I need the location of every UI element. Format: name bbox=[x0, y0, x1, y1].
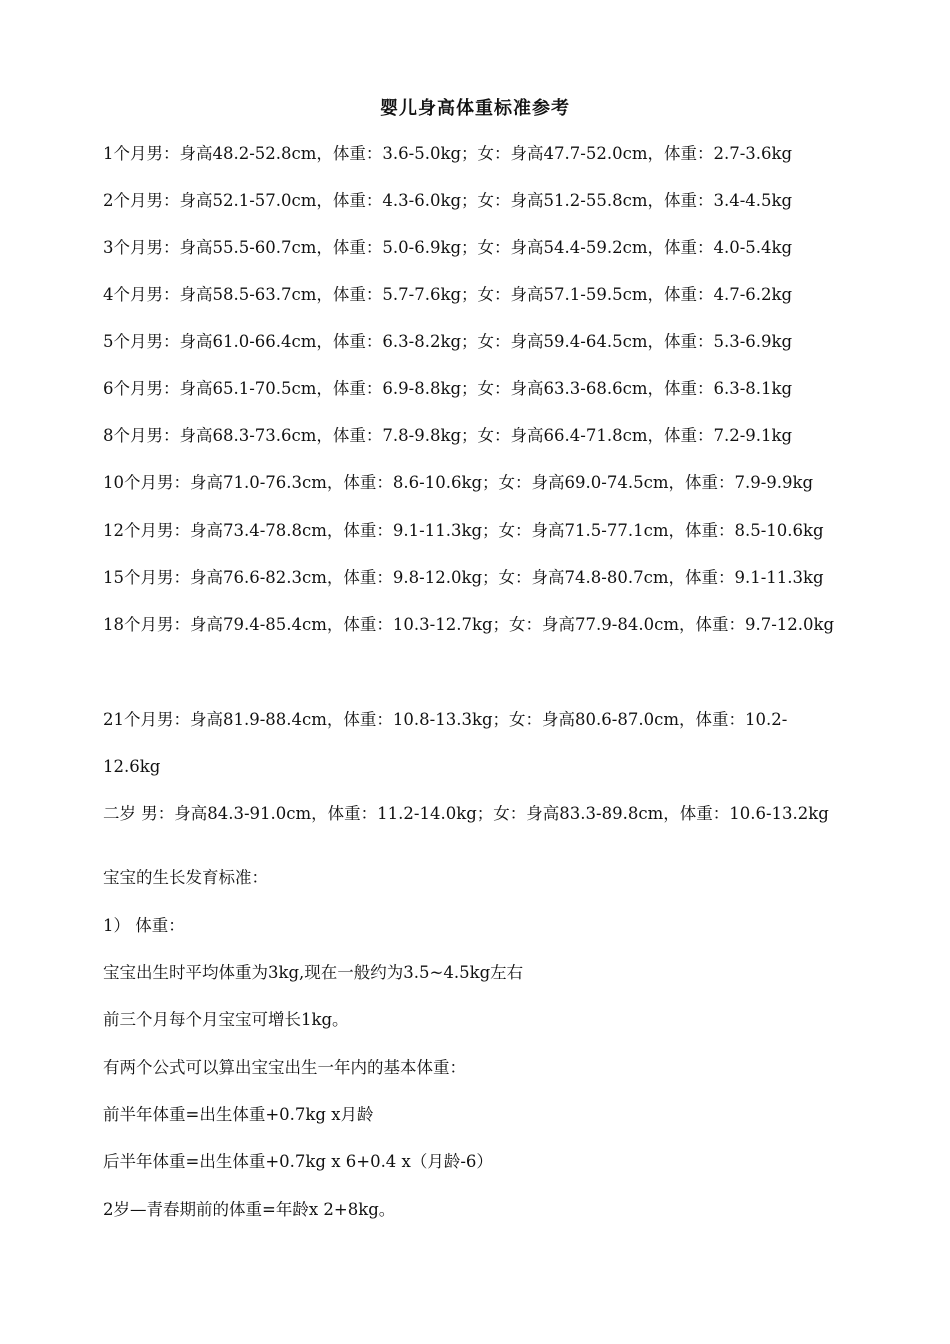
table-row-1-month: 1个月男：身高48.2-52.8cm，体重：3.6-5.0kg；女：身高47.7-52.0cm，体重：2.7-3.6kg bbox=[103, 144, 793, 163]
table-row-12-month: 12个月男：身高73.4-78.8cm，体重：9.1-11.3kg；女：身高71.5-77.1cm，体重：8.5-10.6kg bbox=[103, 521, 824, 540]
table-row-10-month: 10个月男：身高71.0-76.3cm，体重：8.6-10.6kg；女：身高69.0-74.5cm，体重：7.9-9.9kg bbox=[103, 473, 814, 492]
table-row-4-month: 4个月男：身高58.5-63.7cm，体重：5.7-7.6kg；女：身高57.1-59.5cm，体重：4.7-6.2kg bbox=[103, 285, 793, 304]
table-row-two-years: 二岁 男：身高84.3-91.0cm，体重：11.2-14.0kg；女：身高83.3-89.8cm，体重：10.6-13.2kg bbox=[103, 804, 829, 823]
table-row-18-month: 18个月男：身高79.4-85.4cm，体重：10.3-12.7kg；女：身高77.9-84.0cm，体重：9.7-12.0kg bbox=[103, 615, 835, 634]
growth-heading: 宝宝的生长发育标准： bbox=[103, 868, 268, 887]
growth-line-second-half-formula: 后半年体重=出生体重+0.7kg x 6+0.4 x（月龄-6） bbox=[103, 1152, 493, 1171]
growth-line-formula-intro: 有两个公式可以算出宝宝出生一年内的基本体重： bbox=[103, 1058, 466, 1077]
table-row-8-month: 8个月男：身高68.3-73.6cm，体重：7.8-9.8kg；女：身高66.4-71.8cm，体重：7.2-9.1kg bbox=[103, 426, 793, 445]
table-row-3-month: 3个月男：身高55.5-60.7cm，体重：5.0-6.9kg；女：身高54.4-59.2cm，体重：4.0-5.4kg bbox=[103, 238, 793, 257]
table-row-21-month-continued: 12.6kg bbox=[103, 757, 161, 776]
page-title: 婴儿身高体重标准参考 bbox=[380, 98, 570, 119]
table-row-2-month: 2个月男：身高52.1-57.0cm，体重：4.3-6.0kg；女：身高51.2-55.8cm，体重：3.4-4.5kg bbox=[103, 191, 793, 210]
weight-subheading: 1） 体重： bbox=[103, 916, 185, 935]
growth-line-two-years-formula: 2岁—青春期前的体重=年龄x 2+8kg。 bbox=[103, 1200, 396, 1219]
table-row-5-month: 5个月男：身高61.0-66.4cm，体重：6.3-8.2kg；女：身高59.4-64.5cm，体重：5.3-6.9kg bbox=[103, 332, 793, 351]
table-row-15-month: 15个月男：身高76.6-82.3cm，体重：9.8-12.0kg；女：身高74.8-80.7cm，体重：9.1-11.3kg bbox=[103, 568, 824, 587]
growth-line-first-three-months: 前三个月每个月宝宝可增长1kg。 bbox=[103, 1010, 349, 1029]
growth-line-first-half-formula: 前半年体重=出生体重+0.7kg x月龄 bbox=[103, 1105, 374, 1124]
growth-line-birth-weight: 宝宝出生时平均体重为3kg,现在一般约为3.5~4.5kg左右 bbox=[103, 963, 524, 982]
table-row-6-month: 6个月男：身高65.1-70.5cm，体重：6.9-8.8kg；女：身高63.3-68.6cm，体重：6.3-8.1kg bbox=[103, 379, 793, 398]
table-row-21-month: 21个月男：身高81.9-88.4cm，体重：10.8-13.3kg；女：身高80.6-87.0cm，体重：10.2- bbox=[103, 710, 788, 729]
